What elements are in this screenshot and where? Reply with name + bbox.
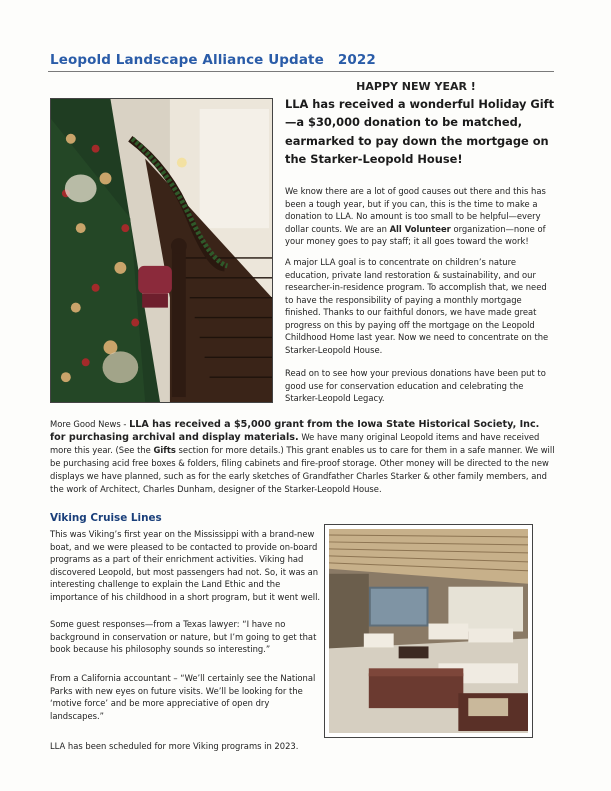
- grant-news-text-a: We have many original Leopold items and have received more this year. (See the: [50, 432, 540, 455]
- gifts-section-bold: Gifts: [153, 445, 176, 455]
- masthead-title: Leopold Landscape Alliance Update: [50, 52, 324, 68]
- staircase-christmas-tree-photo: [50, 98, 273, 403]
- viking-paragraph-3: From a California accountant – “We’ll certainly see the National Parks with new eyes on future visits. We’ll be looking for the ‘motive force’ and be more appreciative of open dry landscapes.”: [50, 673, 316, 721]
- masthead-year: 2022: [337, 52, 376, 68]
- read-on-paragraph: Read on to see how your previous donations have been put to good use for conservation education and celebrating the Starker-Leopold Legacy.: [285, 368, 546, 403]
- viking-paragraph-2: Some guest responses—from a Texas lawyer: “I have no background in conservation or nature, but I’m going to get that book because his philosophy sounds so interesting.”: [50, 619, 317, 654]
- grant-news-paragraph: [50, 418, 555, 496]
- donation-appeal-text-b: organization—none of your money goes to pay staff; it all goes toward the work!: [285, 223, 546, 246]
- viking-paragraph-1: This was Viking’s first year on the Mississippi with a brand-new boat, and we were pleased to be contacted to provide on-board programs as a part of their enrichment activities. Viking had discovered Leopold, but most passengers had not. So, it was an interesting challenge to explain the Land Ethic and the importance of his childhood in a short program, but it went well.: [50, 529, 321, 602]
- goals-paragraph: A major LLA goal is to concentrate on children’s nature education, private land restoration & sustainability, and our researcher-in-residence program. To accomplish that, we need to have the responsibility of paying a monthly mortgage finished. Thanks to our faithful donors, we have made great progress on this by paying off the mortgage on the Leopold Childhood Home last year. Now we need to concentrate on the Starker-Leopold House.: [285, 257, 549, 355]
- donation-appeal-text-a: We know there are a lot of good causes out there and this has been a tough year, but if you can, this is the time to make a donation to LLA. No amount is too small to be helpful—every dollar counts. We are an: [285, 186, 546, 234]
- holiday-gift-headline: LLA has received a wonderful Holiday Gift—a $30,000 donation to be matched, earmarked to pay down the mortgage on the Starker-Leopold House!: [285, 97, 555, 167]
- viking-section-heading: Viking Cruise Lines: [50, 512, 162, 524]
- viking-ship-lounge-photo: [324, 524, 533, 738]
- grant-news-lead: More Good News -: [50, 419, 130, 429]
- all-volunteer-bold: All Volunteer: [389, 223, 451, 234]
- grant-news-bold: LLA has received a $5,000 grant from the Iowa State Historical Society, Inc. for purchasing archival and display materials.: [50, 419, 540, 443]
- masthead: [50, 52, 376, 68]
- happy-new-year-heading: HAPPY NEW YEAR !: [356, 80, 476, 93]
- grant-news-text-b: section for more details.) This grant enables us to care for them in a safe manner. We will be purchasing acid free boxes & folders, filing cabinets and fire-proof storage. Other money will be directed to the new displays we have planned, such as for the early sketches of Grandfather Charles Starker & other family members, and the work of Architect, Charles Dunham, designer of the Starker-Leopold House.: [50, 445, 555, 494]
- viking-paragraph-4: LLA has been scheduled for more Viking programs in 2023.: [50, 741, 299, 751]
- masthead-rule: [48, 71, 554, 72]
- donation-appeal-paragraph: [285, 185, 553, 248]
